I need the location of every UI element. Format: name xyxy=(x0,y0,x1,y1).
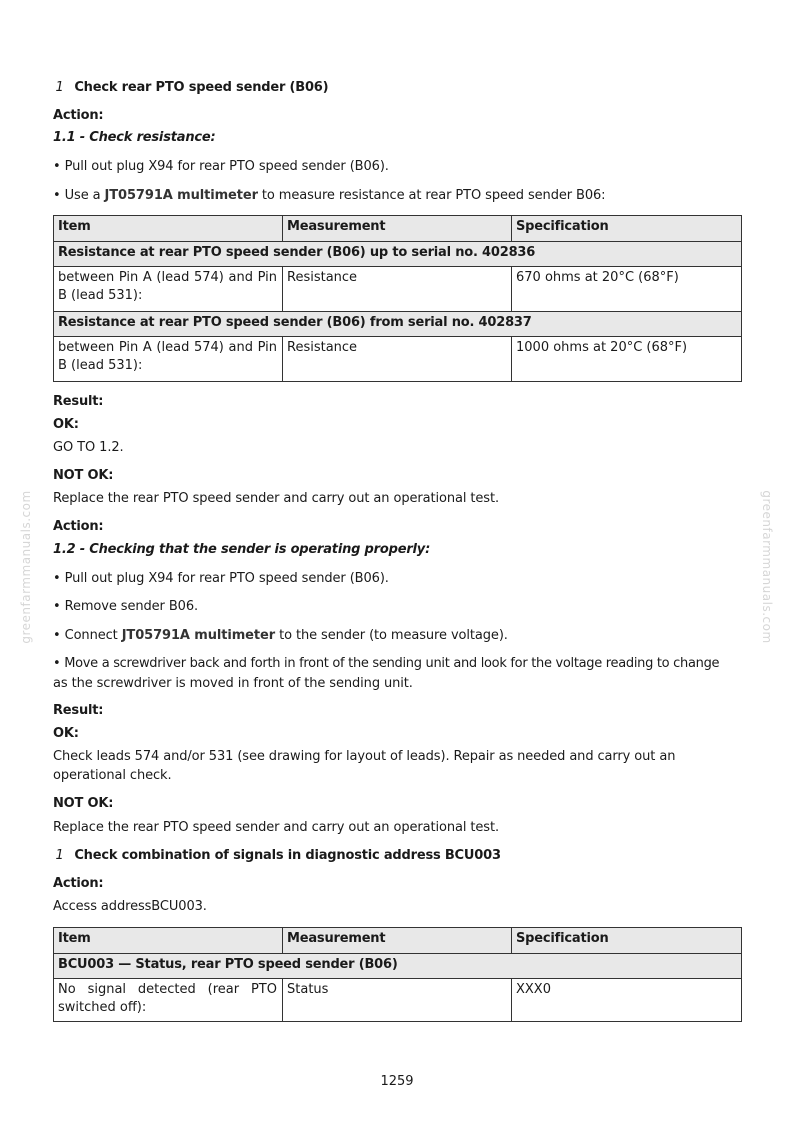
section-title: BCU003 — Status, rear PTO speed sender (B06) xyxy=(54,954,742,979)
header-specification: Specification xyxy=(512,216,742,242)
bullet-text: • Connect xyxy=(53,628,122,643)
bullet-text: • Use a xyxy=(53,188,105,203)
cell-item: between Pin A (lead 574) and Pin B (lead 531): xyxy=(54,267,283,312)
step-heading xyxy=(53,847,501,864)
subsection-title: 1.2 - Checking that the sender is operating properly: xyxy=(53,542,431,557)
header-item: Item xyxy=(54,216,283,242)
multimeter-link[interactable]: JT05791A multimeter xyxy=(121,628,276,643)
cell-item: No signal detected (rear PTO switched off): xyxy=(54,979,283,1022)
table-row xyxy=(54,337,742,382)
resistance-table xyxy=(53,215,742,382)
action-label: Action: xyxy=(53,519,104,534)
bullet-item: • Move a screwdriver back and forth in front of the sending unit and look for the voltage reading to change xyxy=(53,656,720,671)
header-measurement: Measurement xyxy=(283,216,512,242)
table-header-row xyxy=(54,928,742,954)
cell-measurement: Resistance xyxy=(283,337,512,382)
cell-measurement: Resistance xyxy=(283,267,512,312)
step-number: 1 xyxy=(55,848,64,863)
header-measurement: Measurement xyxy=(283,928,512,954)
not-ok-label: NOT OK: xyxy=(53,468,114,483)
cell-item: between Pin A (lead 574) and Pin B (lead 531): xyxy=(54,337,283,382)
bullet-item: • Pull out plug X94 for rear PTO speed sender (B06). xyxy=(53,571,389,586)
step-heading xyxy=(53,79,328,96)
table-section-row xyxy=(54,312,742,337)
section-title: Resistance at rear PTO speed sender (B06) up to serial no. 402836 xyxy=(54,242,742,267)
bullet-item xyxy=(53,627,508,644)
bullet-text: to the sender (to measure voltage). xyxy=(275,628,508,643)
cell-measurement: Status xyxy=(283,979,512,1022)
header-item: Item xyxy=(54,928,283,954)
watermark-right: greenfarmmanuals.com xyxy=(760,490,774,644)
step-title: Check combination of signals in diagnostic address BCU003 xyxy=(74,848,501,863)
not-ok-text: Replace the rear PTO speed sender and carry out an operational test. xyxy=(53,820,499,835)
step-title: Check rear PTO speed sender (B06) xyxy=(74,80,329,95)
bullet-item: • Remove sender B06. xyxy=(53,599,199,614)
header-specification: Specification xyxy=(512,928,742,954)
bullet-item xyxy=(53,187,605,204)
ok-label: OK: xyxy=(53,417,79,432)
page-number: 1259 xyxy=(380,1074,414,1089)
action-text: Access addressBCU003. xyxy=(53,899,207,914)
table-header-row xyxy=(54,216,742,242)
watermark-left: greenfarmmanuals.com xyxy=(19,490,33,644)
action-label: Action: xyxy=(53,876,104,891)
table-row xyxy=(54,267,742,312)
bullet-text: to measure resistance at rear PTO speed sender B06: xyxy=(257,188,606,203)
result-label: Result: xyxy=(53,394,104,409)
result-label: Result: xyxy=(53,703,104,718)
section-title: Resistance at rear PTO speed sender (B06) from serial no. 402837 xyxy=(54,312,742,337)
table-section-row xyxy=(54,242,742,267)
status-table xyxy=(53,927,742,1022)
action-label: Action: xyxy=(53,108,104,123)
bullet-item-continuation: as the screwdriver is moved in front of the sending unit. xyxy=(53,676,413,691)
ok-text: Check leads 574 and/or 531 (see drawing for layout of leads). Repair as needed and carry out an xyxy=(53,749,676,764)
ok-text-continuation: operational check. xyxy=(53,768,172,783)
table-row xyxy=(54,979,742,1022)
table-section-row xyxy=(54,954,742,979)
ok-label: OK: xyxy=(53,726,79,741)
cell-specification: 1000 ohms at 20°C (68°F) xyxy=(512,337,742,382)
not-ok-label: NOT OK: xyxy=(53,796,114,811)
step-number: 1 xyxy=(55,80,64,95)
cell-specification: XXX0 xyxy=(512,979,742,1022)
cell-specification: 670 ohms at 20°C (68°F) xyxy=(512,267,742,312)
multimeter-link[interactable]: JT05791A multimeter xyxy=(104,188,258,203)
subsection-title: 1.1 - Check resistance: xyxy=(53,130,216,145)
bullet-item: • Pull out plug X94 for rear PTO speed sender (B06). xyxy=(53,159,389,174)
not-ok-text: Replace the rear PTO speed sender and carry out an operational test. xyxy=(53,491,499,506)
ok-text: GO TO 1.2. xyxy=(53,440,124,455)
